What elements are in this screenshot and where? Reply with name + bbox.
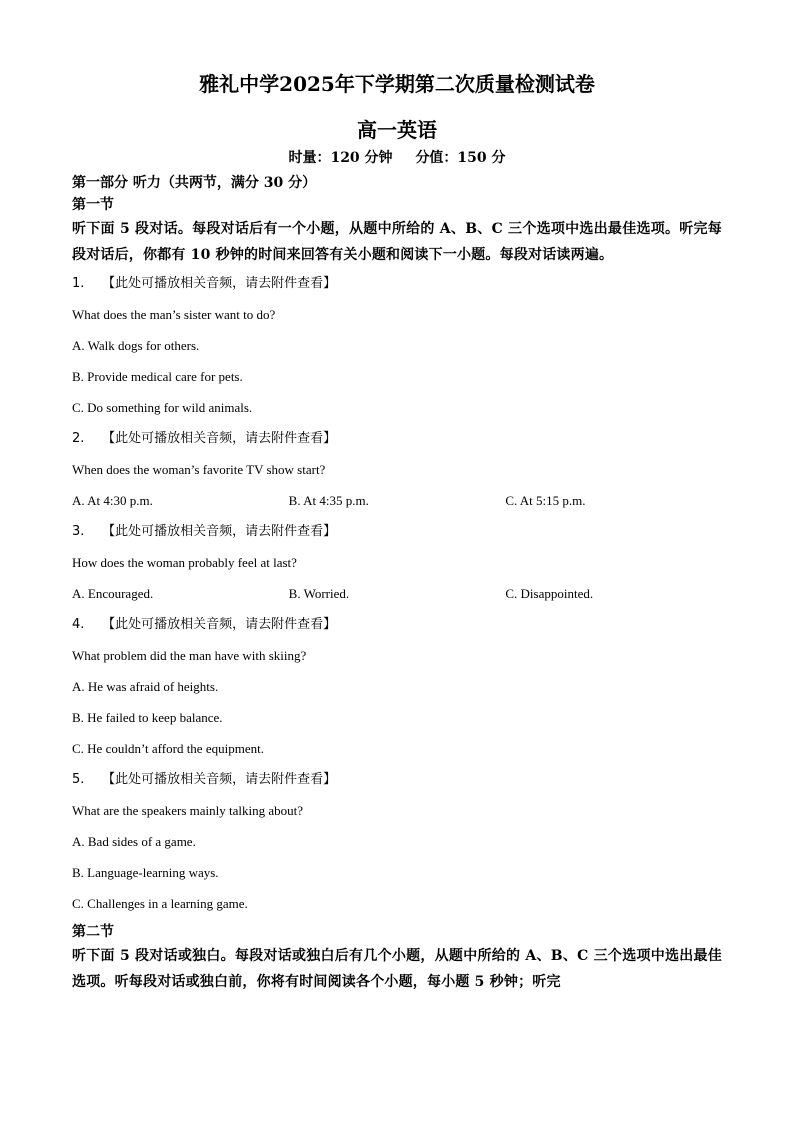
question-block — [72, 609, 722, 764]
option-b: B. At 4:35 p.m. — [288, 493, 369, 508]
exam-subtitle: 高一英语 — [357, 118, 437, 142]
question-text: What does the man’s sister want to do? — [72, 307, 276, 322]
exam-time: 时量：120 分钟 — [288, 150, 393, 166]
option-b: B. He failed to keep balance. — [72, 710, 223, 725]
option-a: A. At 4:30 p.m. — [72, 493, 153, 508]
option-c: C. At 5:15 p.m. — [505, 493, 586, 508]
question-number: 3. — [72, 524, 85, 539]
section1-heading: 第一节 — [72, 197, 114, 213]
option-b: B. Provide medical care for pets. — [72, 369, 243, 384]
options-row — [72, 578, 722, 609]
audio-note-link[interactable]: 【此处可播放相关音频，请去附件查看】 — [102, 772, 337, 787]
option-b: B. Language-learning ways. — [72, 865, 219, 880]
question-text: When does the woman’s favorite TV show start? — [72, 462, 326, 477]
section2-heading: 第二节 — [72, 924, 114, 940]
option-c: C. Do something for wild animals. — [72, 400, 253, 415]
question-text: What problem did the man have with skiing? — [72, 648, 307, 663]
question-block — [72, 268, 722, 423]
option-b: B. Worried. — [288, 586, 350, 601]
exam-title: 雅礼中学2025年下学期第二次质量检测试卷 — [199, 72, 595, 96]
question-number: 5. — [72, 772, 85, 787]
section1-instructions: 听下面 5 段对话。每段对话后有一个小题，从题中所给的 A、B、C 三个选项中选出最佳选项。听完每段对话后，你都有 10 秒钟的时间来回答有关小题和阅读下一小题。每段对话读两遍。 — [72, 221, 722, 263]
audio-note-row — [72, 516, 722, 547]
exam-score: 分值：150 分 — [415, 150, 506, 166]
audio-note-row — [72, 423, 722, 454]
exam-content — [72, 172, 722, 995]
audio-note-link[interactable]: 【此处可播放相关音频，请去附件查看】 — [102, 276, 337, 291]
audio-note-link[interactable]: 【此处可播放相关音频，请去附件查看】 — [102, 617, 337, 632]
question-block — [72, 423, 722, 516]
question-number: 1. — [72, 276, 85, 291]
audio-note-link[interactable]: 【此处可播放相关音频，请去附件查看】 — [102, 524, 337, 539]
audio-note-link[interactable]: 【此处可播放相关音频，请去附件查看】 — [102, 431, 337, 446]
options-row — [72, 485, 722, 516]
option-c: C. Disappointed. — [505, 586, 594, 601]
option-c: C. He couldn’t afford the equipment. — [72, 741, 264, 756]
question-block — [72, 764, 722, 919]
question-number: 4. — [72, 617, 85, 632]
option-a: A. Walk dogs for others. — [72, 338, 200, 353]
question-text: How does the woman probably feel at last? — [72, 555, 297, 570]
option-a: A. Encouraged. — [72, 586, 154, 601]
option-a: A. He was afraid of heights. — [72, 679, 219, 694]
option-c: C. Challenges in a learning game. — [72, 896, 248, 911]
part-heading: 第一部分 听力（共两节，满分 30 分） — [72, 175, 317, 191]
question-number: 2. — [72, 431, 85, 446]
question-text: What are the speakers mainly talking about? — [72, 803, 304, 818]
audio-note-row — [72, 268, 722, 299]
question-block — [72, 516, 722, 609]
audio-note-row — [72, 764, 722, 795]
exam-meta — [0, 147, 794, 167]
section2-instructions: 听下面 5 段对话或独白。每段对话或独白后有几个小题，从题中所给的 A、B、C 三个选项中选出最佳选项。听每段对话或独白前，你将有时间阅读各个小题，每小题 5 秒钟；听完 — [72, 948, 722, 990]
audio-note-row — [72, 609, 722, 640]
option-a: A. Bad sides of a game. — [72, 834, 196, 849]
